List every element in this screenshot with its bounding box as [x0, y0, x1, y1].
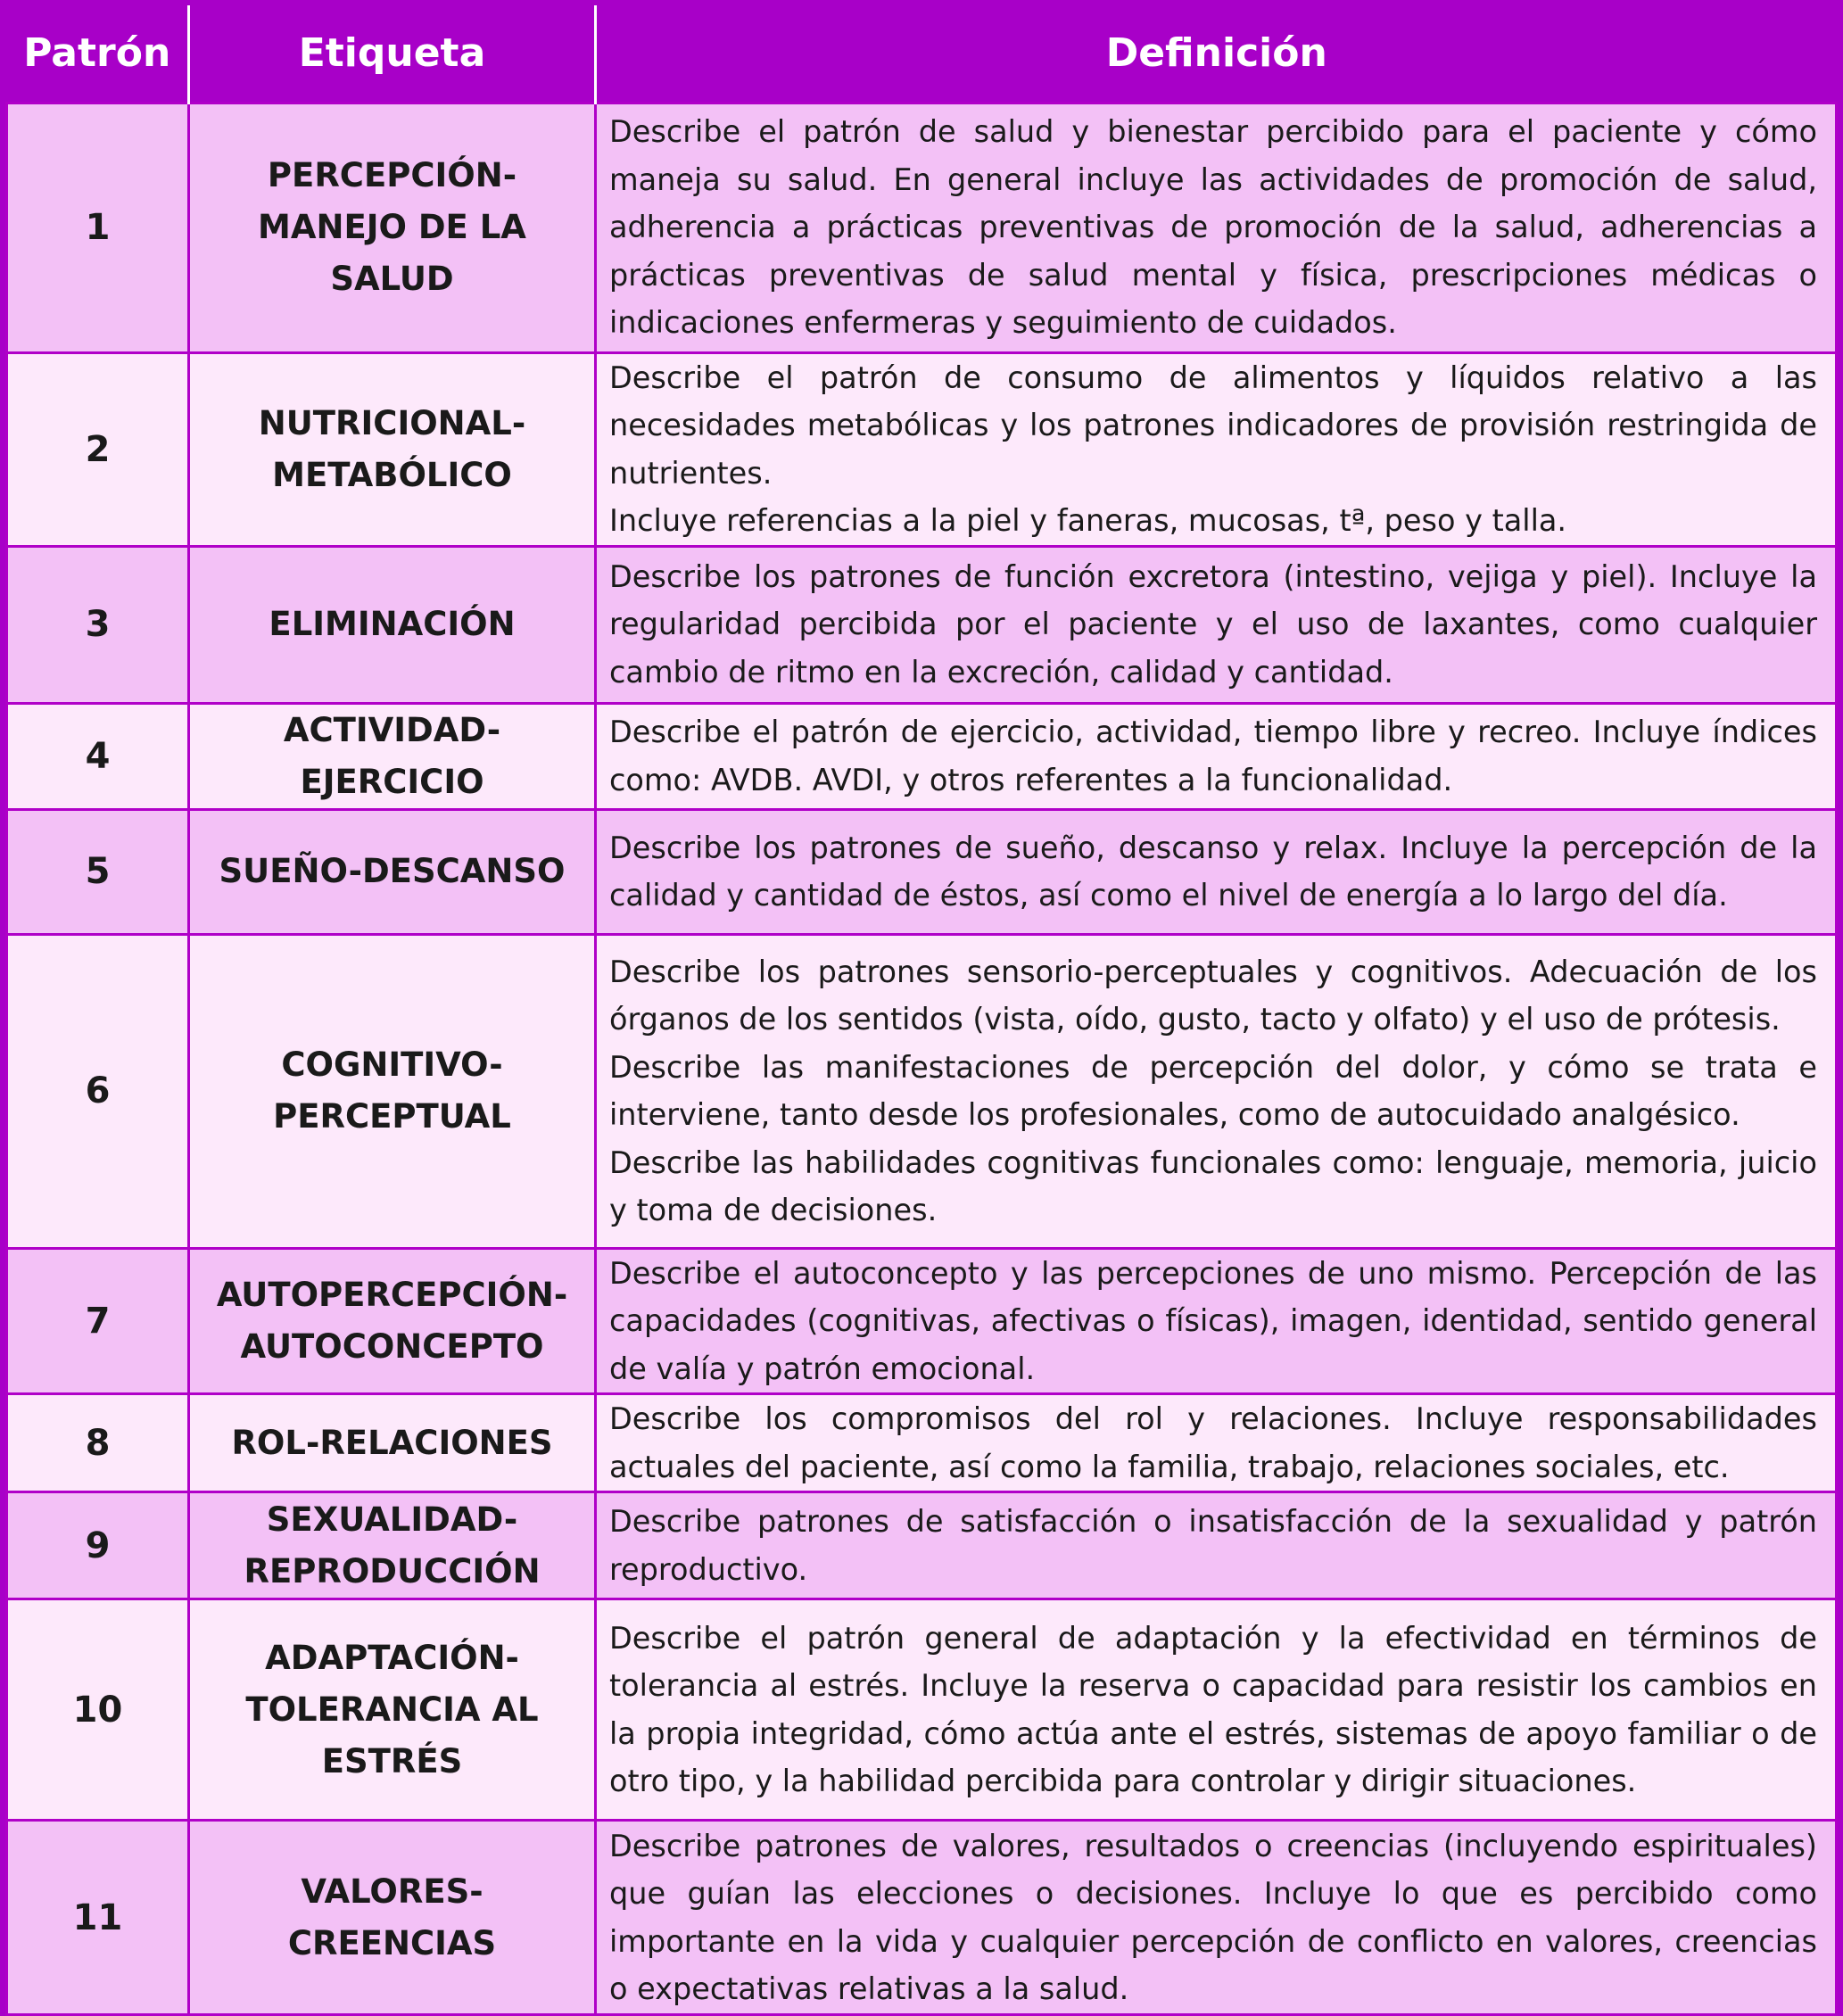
- table-row: [7, 703, 1837, 809]
- definition-paragraph: Describe el patrón de consumo de alimentos y líquidos relativo a las necesidades metabólicas y los patrones indicadores de provisión restringida de nutrientes.: [609, 359, 1817, 491]
- definition-paragraph: Describe los compromisos del rol y relaciones. Incluye responsabilidades actuales del paciente, así como la familia, trabajo, relaciones sociales, etc.: [609, 1401, 1817, 1484]
- pattern-label: ELIMINACIÓN: [189, 546, 596, 703]
- header-definition: Definición: [596, 5, 1837, 103]
- definition-paragraph: Describe las manifestaciones de percepción del dolor, y cómo se trata e interviene, tanto desde los profesionales, como de autocuidado analgésico.: [609, 1049, 1817, 1132]
- header-pattern: Patrón: [7, 5, 189, 103]
- pattern-number: 11: [7, 1821, 189, 2015]
- pattern-definition: [596, 546, 1837, 703]
- table-row: [7, 1492, 1837, 1599]
- table-row: [7, 352, 1837, 546]
- pattern-label: COGNITIVO-PERCEPTUAL: [189, 934, 596, 1248]
- pattern-number: 10: [7, 1599, 189, 1821]
- table-row: [7, 1821, 1837, 2015]
- definition-paragraph: Describe el autoconcepto y las percepciones de uno mismo. Percepción de las capacidades (cognitivas, afectivas o físicas), imagen, identidad, sentido general de valía y patrón emocional.: [609, 1255, 1817, 1386]
- pattern-definition: [596, 103, 1837, 352]
- pattern-definition: [596, 809, 1837, 934]
- table-row: [7, 1248, 1837, 1394]
- pattern-label: AUTOPERCEPCIÓN-AUTOCONCEPTO: [189, 1248, 596, 1394]
- pattern-number: 8: [7, 1394, 189, 1492]
- pattern-number: 6: [7, 934, 189, 1248]
- pattern-definition: [596, 1492, 1837, 1599]
- pattern-definition: [596, 352, 1837, 546]
- pattern-number: 3: [7, 546, 189, 703]
- pattern-label: PERCEPCIÓN-MANEJO DE LA SALUD: [189, 103, 596, 352]
- pattern-number: 9: [7, 1492, 189, 1599]
- pattern-definition: [596, 934, 1837, 1248]
- pattern-number: 1: [7, 103, 189, 352]
- pattern-label: VALORES-CREENCIAS: [189, 1821, 596, 2015]
- table-body: [7, 103, 1837, 2015]
- definition-paragraph: Describe las habilidades cognitivas funcionales como: lenguaje, memoria, juicio y toma de decisiones.: [609, 1144, 1817, 1227]
- definition-paragraph: Describe el patrón de salud y bienestar percibido para el paciente y cómo maneja su salud. En general incluye las actividades de promoción de salud, adherencia a prácticas preventivas de promoción de la salud, adherencias a prácticas preventivas de salud mental y física, prescripciones médicas o indicaciones enfermeras y seguimiento de cuidados.: [609, 114, 1817, 341]
- definition-paragraph: Describe los patrones de sueño, descanso y relax. Incluye la percepción de la calidad y cantidad de éstos, así como el nivel de energía a lo largo del día.: [609, 830, 1817, 913]
- definition-paragraph: Incluye referencias a la piel y faneras, mucosas, tª, peso y talla.: [609, 503, 1567, 538]
- pattern-label: ADAPTACIÓN-TOLERANCIA AL ESTRÉS: [189, 1599, 596, 1821]
- pattern-number: 7: [7, 1248, 189, 1394]
- pattern-definition: [596, 703, 1837, 809]
- pattern-label: SUEÑO-DESCANSO: [189, 809, 596, 934]
- pattern-label: SEXUALIDAD-REPRODUCCIÓN: [189, 1492, 596, 1599]
- definition-paragraph: Describe patrones de satisfacción o insatisfacción de la sexualidad y patrón reproductivo.: [609, 1504, 1817, 1587]
- pattern-definition: [596, 1599, 1837, 1821]
- definition-paragraph: Describe los patrones sensorio-perceptuales y cognitivos. Adecuación de los órganos de los sentidos (vista, oído, gusto, tacto y olfato) y el uso de prótesis.: [609, 954, 1817, 1037]
- functional-patterns-table: [5, 5, 1838, 2016]
- table-row: [7, 1599, 1837, 1821]
- table-row: [7, 1394, 1837, 1492]
- pattern-label: ACTIVIDAD-EJERCICIO: [189, 703, 596, 809]
- pattern-number: 2: [7, 352, 189, 546]
- pattern-label: NUTRICIONAL-METABÓLICO: [189, 352, 596, 546]
- table-row: [7, 934, 1837, 1248]
- pattern-number: 5: [7, 809, 189, 934]
- pattern-definition: [596, 1821, 1837, 2015]
- definition-paragraph: Describe patrones de valores, resultados o creencias (incluyendo espirituales) que guían las elecciones o decisiones. Incluye lo que es percibido como importante en la vida y cualquier percepción de conflicto en valores, creencias o expectativas relativas a la salud.: [609, 1828, 1817, 2006]
- pattern-number: 4: [7, 703, 189, 809]
- definition-paragraph: Describe el patrón general de adaptación y la efectividad en términos de tolerancia al estrés. Incluye la reserva o capacidad para resistir los cambios en la propia integridad, cómo actúa ante el estrés, sistemas de apoyo familiar o de otro tipo, y la habilidad percibida para controlar y dirigir situaciones.: [609, 1620, 1817, 1798]
- header-row: [7, 5, 1837, 103]
- pattern-definition: [596, 1394, 1837, 1492]
- header-label: Etiqueta: [189, 5, 596, 103]
- table-row: [7, 546, 1837, 703]
- definition-paragraph: Describe el patrón de ejercicio, actividad, tiempo libre y recreo. Incluye índices como: AVDB. AVDI, y otros referentes a la funcionalidad.: [609, 715, 1817, 797]
- table-row: [7, 103, 1837, 352]
- pattern-label: ROL-RELACIONES: [189, 1394, 596, 1492]
- definition-paragraph: Describe los patrones de función excretora (intestino, vejiga y piel). Incluye la regularidad percibida por el paciente y el uso de laxantes, como cualquier cambio de ritmo en la excreción, calidad y cantidad.: [609, 558, 1817, 690]
- table-row: [7, 809, 1837, 934]
- pattern-definition: [596, 1248, 1837, 1394]
